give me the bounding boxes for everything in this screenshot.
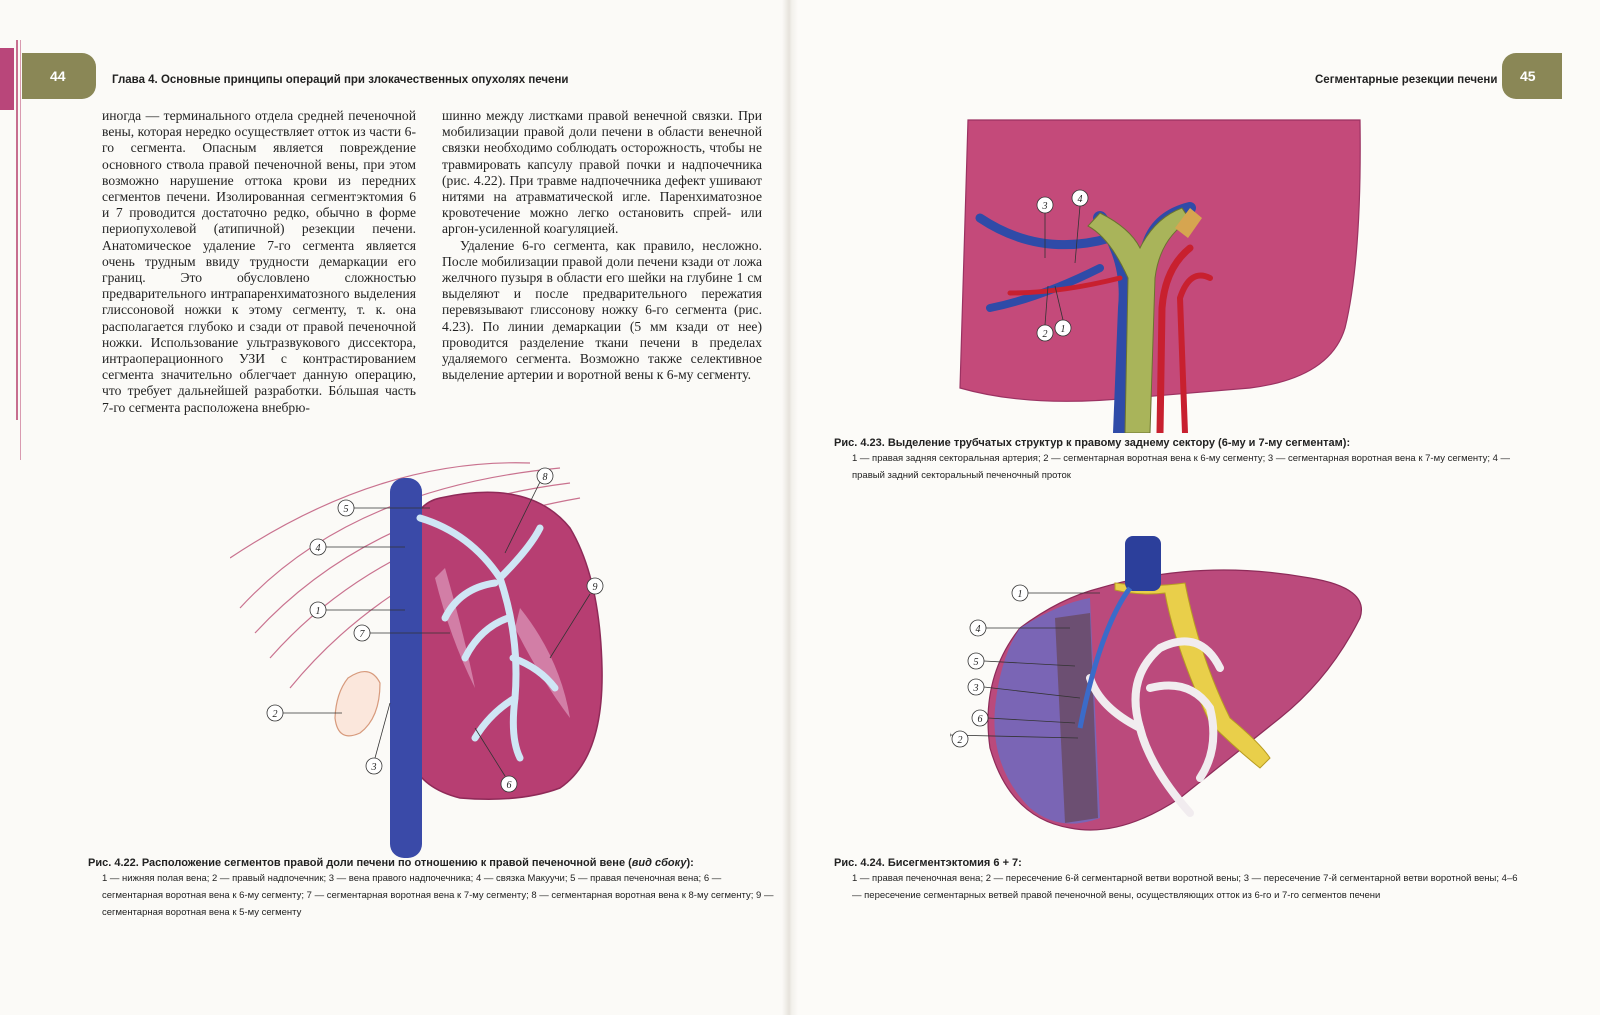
inferior-vena-cava [1125,536,1161,591]
caption-legend: 1 — нижняя полая вена; 2 — правый надпочечник; 3 — вена правого надпочечника; 4 — связка Макуучи; 5 — правая печеночная вена; 6 — сегментарная воротная вена к 6-му сегменту; 7 — сегментарная воротная вена к 7-му сегменту; 8 — сегментарная воротная вена к 8-му сегменту; 9 — сегментарная воротная вена к 5-му сегменту [102,873,774,918]
figure-4-23-caption [834,436,1514,484]
label-7: 7 [359,629,365,640]
book-gutter [782,0,798,1015]
caption-title: Рис. 4.24. Бисегментэктомия 6 + 7: [834,857,1022,869]
figure-4-22-caption [88,856,778,921]
label-3: 3 [1042,201,1048,212]
caption-title: Рис. 4.23. Выделение трубчатых структур к правому заднему сектору (6-му и 7-му сегментам): [834,437,1351,449]
figure-4-23-illustration [950,108,1370,433]
text-column-2 [442,108,762,383]
label-5: 5 [973,657,979,668]
label-3: 3 [371,762,377,773]
paragraph: иногда — терминального отдела средней печеночной вены, которая нередко осуществляет отток из части 6-го сегмента. Опасным является повреждение основного ствола правой печеночной вены, при этом возможно нарушение оттока крови из передних сегментов печени. Изолированная сегментэктомия 6 и 7 проводится достаточно редко, обычно в форме периопухолевой (атипичной) резекции печени. Анатомическое удаление 7-го сегмента является очень трудным ввиду трудности демаркации его границ. Это обусловлено сложностью предварительного интрапаренхиматозного выделения глиссоновой ножки к этому сегменту, т. к. она располагается глубоко и сзади от правой печеночной ножки. Использование ультразвукового диссектора, интраоперационного УЗИ с контрастированием сегмента значительно облегчает данную операцию, что требует дальнейшей разработки. Бóльшая часть 7-го сегмента расположена внебрю- [102,108,416,415]
inferior-vena-cava [390,478,422,858]
caption-legend: 1 — правая печеночная вена; 2 — пересечение 6-й сегментарной ветви воротной вены; 3 — пересечение 7-й сегментарной ветви воротной вены; 4–6 — пересечение сегментарных ветвей правой печеночной вены, осуществляющих отток из 6-го и 7-го сегментов печени [852,873,1518,901]
label-6: 6 [506,780,512,791]
liver-lobe [408,492,602,799]
label-3: 3 [973,683,979,694]
figure-4-22-illustration [230,458,650,858]
figure-4-24-illustration [950,528,1390,848]
caption-legend: 1 — правая задняя секторальная артерия; 2 — сегментарная воротная вена к 6-му сегменту; 3 — сегментарная воротная вена к 7-му сегменту; 4 — правый задний секторальный печеночный проток [852,453,1511,481]
label-8: 8 [542,472,548,483]
label-4: 4 [975,624,981,635]
label-2: 2 [1042,329,1048,340]
label-2: 2 [272,709,278,720]
running-head-right: Сегментарные резекции печени [1315,74,1498,86]
page-number-left: 44 [50,68,66,84]
text-column-1 [102,108,416,416]
label-5: 5 [343,504,349,515]
label-4: 4 [315,543,321,554]
paragraph: Удаление 6-го сегмента, как правило, несложно. После мобилизации правой доли печени кзади от ложа желчного пузыря в области его шейки на глубине 1 см выделяют и после предварительного пережатия перевязывают глиссонову ножку 6-го сегмента (рис. 4.23). По линии демаркации (5 мм кзади от нее) проводится разделение ткани печени в пределах удаляемого сегмента. Возможно также селективное выделение артерии и воротной вены к 6-му сегменту. [442,237,762,383]
adrenal-gland [335,672,380,736]
margin-line-thin [20,40,21,460]
paragraph: шинно между листками правой венечной связки. При мобилизации правой доли печени в области венечной связки необходимо соблюдать осторожность, чтобы не травмировать капсулу правой почки и надпочечника (рис. 4.22). При травме надпочечника дефект ушивают нитями на атравматической игле. Паренхиматозное кровотечение можно легко остановить спрей- или аргон-усиленной коагуляцией. [442,108,762,237]
caption-title: Рис. 4.22. Расположение сегментов правой доли печени по отношению к правой печеночной вене (вид сбоку): [88,857,694,869]
page-number-right: 45 [1520,68,1536,84]
label-1: 1 [1017,589,1023,600]
label-2: 2 [957,735,963,746]
label-6: 6 [977,714,983,725]
label-1: 1 [315,606,321,617]
figure-4-24-caption [834,856,1524,904]
label-4: 4 [1077,194,1083,205]
chapter-tab-marker [0,48,14,110]
margin-line [16,40,18,420]
label-1: 1 [1060,324,1066,335]
figure-4-24-label-2 [948,727,972,751]
label-9: 9 [592,582,598,593]
running-head-left: Глава 4. Основные принципы операций при злокачественных опухолях печени [112,74,569,86]
